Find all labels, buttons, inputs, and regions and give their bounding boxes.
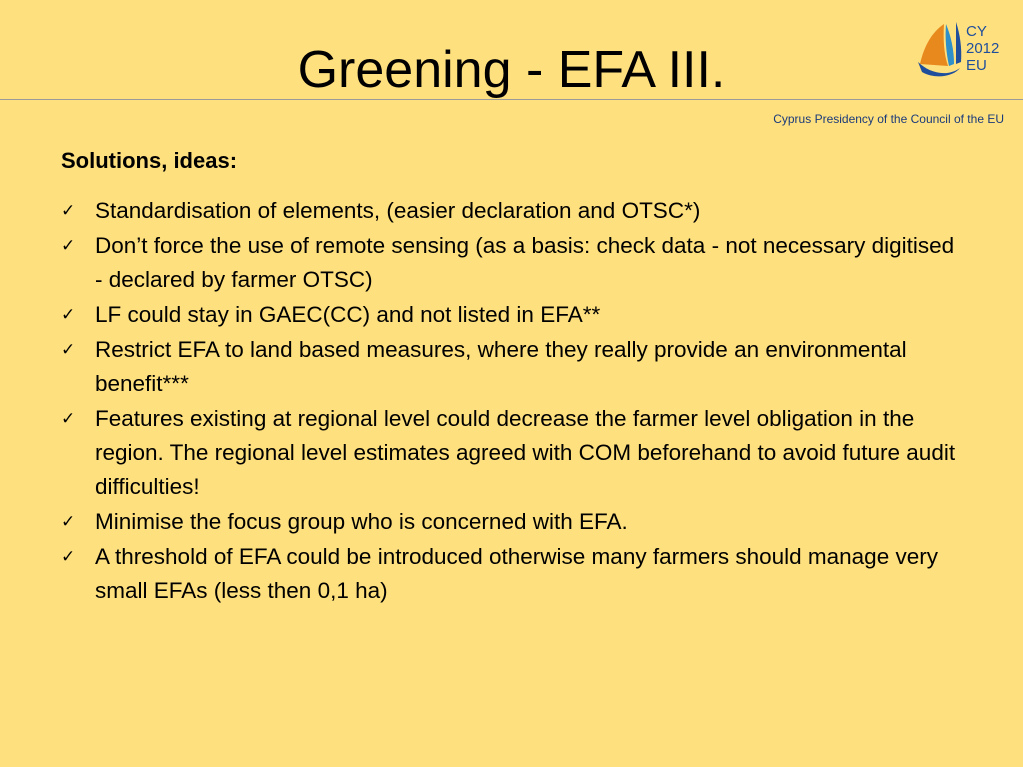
list-item [61,540,961,608]
check-icon: ✓ [61,512,76,532]
list-item-text: Minimise the focus group who is concerned with EFA. [95,509,628,534]
list-item-text: Don’t force the use of remote sensing (as a basis: check data - not necessary digitised - declared by farmer OTSC) [95,233,955,292]
list-item [61,402,961,504]
check-icon: ✓ [61,340,76,360]
logo-text-2012: 2012 [966,40,1000,57]
logo-text-cy: CY [966,23,987,40]
presidency-subheading: Cyprus Presidency of the Council of the EU [773,112,1004,126]
list-item-text: Restrict EFA to land based measures, where they really provide an environmental benefit*** [95,337,907,396]
logo-text-eu: EU [966,57,987,74]
bullet-list [61,194,961,609]
list-item [61,229,961,297]
check-icon: ✓ [61,305,76,325]
check-icon: ✓ [61,547,76,567]
list-item-text: Features existing at regional level could decrease the farmer level obligation in the region. The regional level estimates agreed with COM beforehand to avoid future audit difficulties! [95,406,956,499]
title-divider [0,99,1023,100]
slide-title: Greening - EFA III. [297,41,726,99]
logo-sail-blue [956,22,961,64]
list-item [61,505,961,539]
check-icon: ✓ [61,201,76,221]
logo-sail-orange [920,24,948,66]
list-item-text: LF could stay in GAEC(CC) and not listed in EFA** [95,302,601,327]
list-item-text: A threshold of EFA could be introduced otherwise many farmers should manage very small EFAs (less then 0,1 ha) [95,544,938,603]
check-icon: ✓ [61,236,76,256]
cy2012-logo [916,18,1008,80]
list-item [61,194,961,228]
section-title: Solutions, ideas: [61,148,238,173]
list-item [61,333,961,401]
check-icon: ✓ [61,409,76,429]
list-item-text: Standardisation of elements, (easier declaration and OTSC*) [95,198,701,223]
list-item [61,298,961,332]
logo-sail-teal [946,24,954,66]
